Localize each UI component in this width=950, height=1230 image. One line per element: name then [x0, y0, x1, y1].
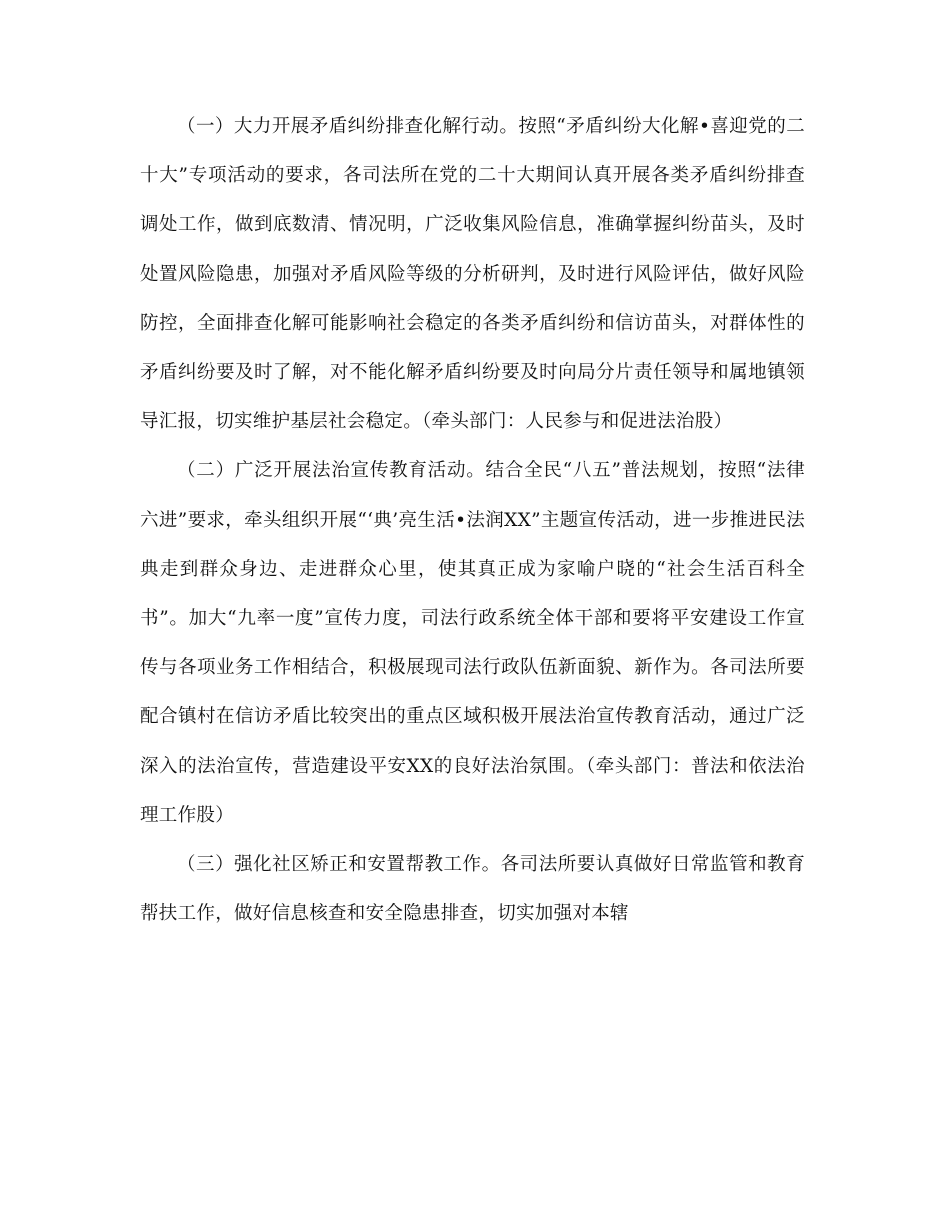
paragraph-community-correction: （三）强化社区矫正和安置帮教工作。各司法所要认真做好日常监管和教育帮扶工作，做好信息核查和安全隐患排查，切实加强对本辖	[140, 854, 805, 925]
document-page	[140, 102, 805, 938]
paragraph-dispute-resolution: （一）大力开展矛盾纠纷排查化解行动。按照“矛盾纠纷大化解•喜迎党的二十大”专项活动的要求，各司法所在党的二十大期间认真开展各类矛盾纠纷排查调处工作，做到底数清、情况明，广泛收集风险信息，准确掌握纠纷苗头，及时处置风险隐患，加强对矛盾风险等级的分析研判，及时进行风险评估，做好风险防控，全面排查化解可能影响社会稳定的各类矛盾纠纷和信访苗头，对群体性的矛盾纠纷要及时了解，对不能化解矛盾纠纷要及时向局分片责任领导和属地镇领导汇报，切实维护基层社会稳定。（牵头部门：人民参与和促进法治股）	[140, 116, 805, 433]
paragraph-legal-education: （二）广泛开展法治宣传教育活动。结合全民“八五”普法规划，按照“法律六进”要求，牵头组织开展“‘典’亮生活•法润XX”主题宣传活动，进一步推进民法典走到群众身边、走进群众心里，使其真正成为家喻户晓的“社会生活百科全书”。加大“九率一度”宣传力度，司法行政系统全体干部和要将平安建设工作宣传与各项业务工作相结合，积极展现司法行政队伍新面貌、新作为。各司法所要配合镇村在信访矛盾比较突出的重点区域积极开展法治宣传教育活动，通过广泛深入的法治宣传，营造建设平安XX的良好法治氛围。（牵头部门：普法和依法治理工作股）	[140, 460, 805, 826]
